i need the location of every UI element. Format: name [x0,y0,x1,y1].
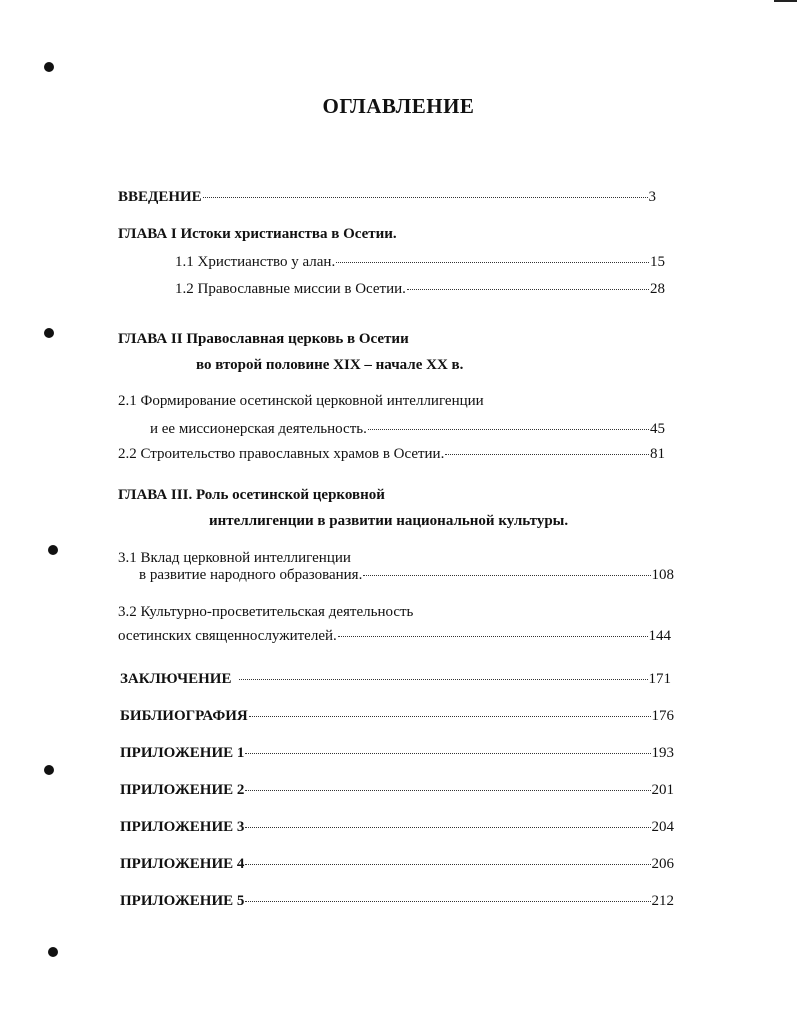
leader-dots [249,715,651,717]
toc-entry-2-1[interactable] [150,420,665,438]
leader-dots [363,574,650,576]
toc-entry-appendix-4[interactable] [120,855,674,873]
toc-label: ПРИЛОЖЕНИЕ 1 [120,745,245,761]
toc-entry-2-2[interactable] [118,445,665,463]
toc-label: ВВЕДЕНИЕ [118,189,202,205]
chapter-2-heading[interactable]: ГЛАВА II Православная церковь в Осетии [118,331,409,347]
toc-page: 15 [650,254,665,270]
leader-dots [245,900,650,902]
toc-page: 193 [651,745,674,761]
toc-page: 108 [651,567,674,583]
toc-label: ПРИЛОЖЕНИЕ 4 [120,856,245,872]
leader-dots [203,196,648,198]
toc-entry-3-1-line1[interactable]: 3.1 Вклад церковной интеллигенции [118,550,351,566]
chapter-1-heading[interactable]: ГЛАВА I Истоки христианства в Осетии. [118,226,397,242]
toc-page: 171 [648,671,671,687]
page-title: ОГЛАВЛЕНИЕ [322,94,475,118]
toc-page: 28 [650,281,665,297]
toc-label: ПРИЛОЖЕНИЕ 2 [120,782,245,798]
toc-page: 204 [651,819,674,835]
leader-dots [245,826,650,828]
leader-dots [338,635,648,637]
leader-dots [407,288,649,290]
punch-hole-5 [48,947,58,957]
toc-entry-appendix-2[interactable] [120,781,674,799]
leader-dots [245,752,650,754]
leader-dots [245,863,650,865]
chapter-2-heading-cont: во второй половине XIX – начале XX в. [196,357,464,373]
toc-label: 2.2 Строительство православных храмов в Осетии. [118,446,445,462]
toc-entry-appendix-1[interactable] [120,744,674,762]
toc-entry-1-1[interactable] [175,253,665,271]
toc-entry-intro[interactable] [118,188,656,206]
toc-entry-conclusion[interactable] [120,670,671,688]
toc-entry-2-1-line1[interactable]: 2.1 Формирование осетинской церковной интеллигенции [118,393,484,409]
scan-mark [774,0,797,2]
leader-dots [336,261,649,263]
toc-label: 1.1 Христианство у алан. [175,254,336,270]
leader-dots [368,428,649,430]
leader-dots [245,789,650,791]
toc-label: в развитие народного образования. [139,567,363,583]
punch-hole-3 [48,545,58,555]
toc-page: 3 [648,189,656,205]
toc-label: БИБЛИОГРАФИЯ [120,708,248,724]
toc-label: ПРИЛОЖЕНИЕ 3 [120,819,245,835]
toc-page: 144 [648,628,671,644]
punch-hole-2 [44,328,54,338]
toc-page: 45 [650,421,665,437]
toc-entry-1-2[interactable] [175,280,665,298]
toc-page: 176 [651,708,674,724]
toc-label: ЗАКЛЮЧЕНИЕ [120,671,232,687]
toc-entry-3-1[interactable] [139,566,674,584]
toc-entry-appendix-5[interactable] [120,892,674,910]
punch-hole-1 [44,62,54,72]
toc-entry-3-2[interactable] [118,627,671,645]
leader-dots [239,678,647,680]
toc-page: 81 [650,446,665,462]
toc-label: и ее миссионерская деятельность. [150,421,367,437]
chapter-3-heading-cont: интеллигенции в развитии национальной культуры. [209,513,569,529]
toc-page: 201 [651,782,674,798]
toc-label: 1.2 Православные миссии в Осетии. [175,281,406,297]
toc-page: 212 [651,893,674,909]
chapter-3-heading[interactable]: ГЛАВА III. Роль осетинской церковной [118,487,385,503]
toc-entry-bibliography[interactable] [120,707,674,725]
toc-page: 206 [651,856,674,872]
toc-label: ПРИЛОЖЕНИЕ 5 [120,893,245,909]
toc-entry-appendix-3[interactable] [120,818,674,836]
punch-hole-4 [44,765,54,775]
toc-entry-3-2-line1[interactable]: 3.2 Культурно-просветительская деятельность [118,604,414,620]
leader-dots [445,453,649,455]
toc-label: осетинских священнослужителей. [118,628,337,644]
